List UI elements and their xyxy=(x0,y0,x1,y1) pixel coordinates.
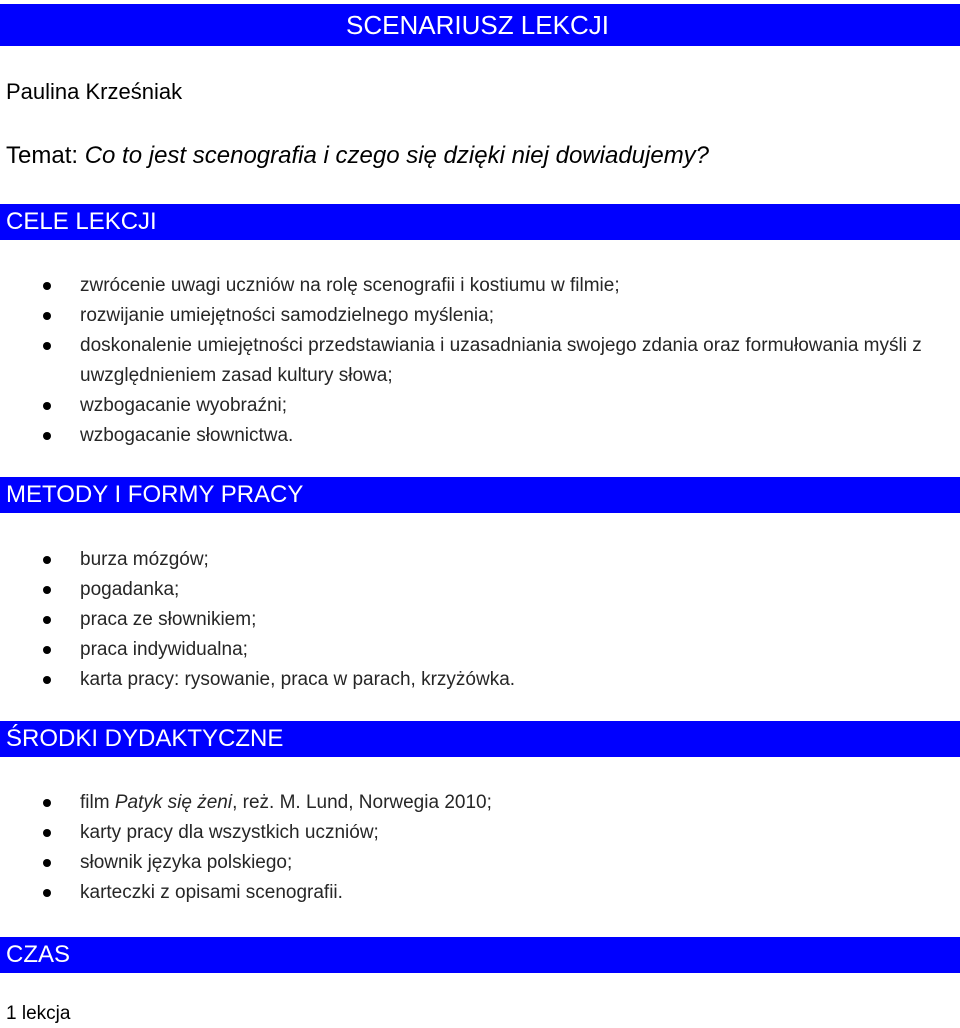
section-goals-heading xyxy=(0,204,960,240)
section-time-heading xyxy=(0,937,960,973)
topic-text: Co to jest scenografia i czego się dzięki niej dowiadujemy? xyxy=(84,142,710,169)
list-item: praca indywidualna; xyxy=(0,635,960,665)
methods-list xyxy=(0,545,960,695)
list-item: karteczki z opisami scenografii. xyxy=(0,878,960,908)
film-prefix: film xyxy=(80,792,115,813)
document-title: SCENARIUSZ LEKCJI xyxy=(346,10,609,40)
list-item: burza mózgów; xyxy=(0,545,960,575)
list-item xyxy=(0,788,960,818)
section-methods-title: METODY I FORMY PRACY xyxy=(6,481,304,508)
list-item: wzbogacanie słownictwa. xyxy=(0,421,960,451)
list-item: karty pracy dla wszystkich uczniów; xyxy=(0,818,960,848)
section-resources-title: ŚRODKI DYDAKTYCZNE xyxy=(6,725,284,752)
goals-list xyxy=(0,271,960,451)
section-time-title: CZAS xyxy=(6,941,71,968)
list-item: rozwijanie umiejętności samodzielnego myślenia; xyxy=(0,301,960,331)
section-resources-heading xyxy=(0,721,960,757)
list-item: pogadanka; xyxy=(0,575,960,605)
document-title-bar xyxy=(0,4,960,46)
list-item: wzbogacanie wyobraźni; xyxy=(0,391,960,421)
list-item: zwrócenie uwagi uczniów na rolę scenografii i kostiumu w filmie; xyxy=(0,271,960,301)
film-details: , reż. M. Lund, Norwegia 2010; xyxy=(232,792,492,813)
list-item: doskonalenie umiejętności przedstawiania i uzasadniania swojego zdania oraz formułowania myśli z uwzględnieniem zasad kultury słowa; xyxy=(0,331,960,391)
list-item: karta pracy: rysowanie, praca w parach, krzyżówka. xyxy=(0,665,960,695)
film-title: Patyk się żeni xyxy=(114,792,233,813)
resources-list xyxy=(0,788,960,908)
author-name: Paulina Krześniak xyxy=(6,79,183,104)
topic-label: Temat: xyxy=(6,142,85,169)
list-item: słownik języka polskiego; xyxy=(0,848,960,878)
lesson-topic xyxy=(6,139,709,173)
lesson-duration: 1 lekcja xyxy=(6,1003,71,1024)
list-item: praca ze słownikiem; xyxy=(0,605,960,635)
section-goals-title: CELE LEKCJI xyxy=(6,208,157,235)
section-methods-heading xyxy=(0,477,960,513)
